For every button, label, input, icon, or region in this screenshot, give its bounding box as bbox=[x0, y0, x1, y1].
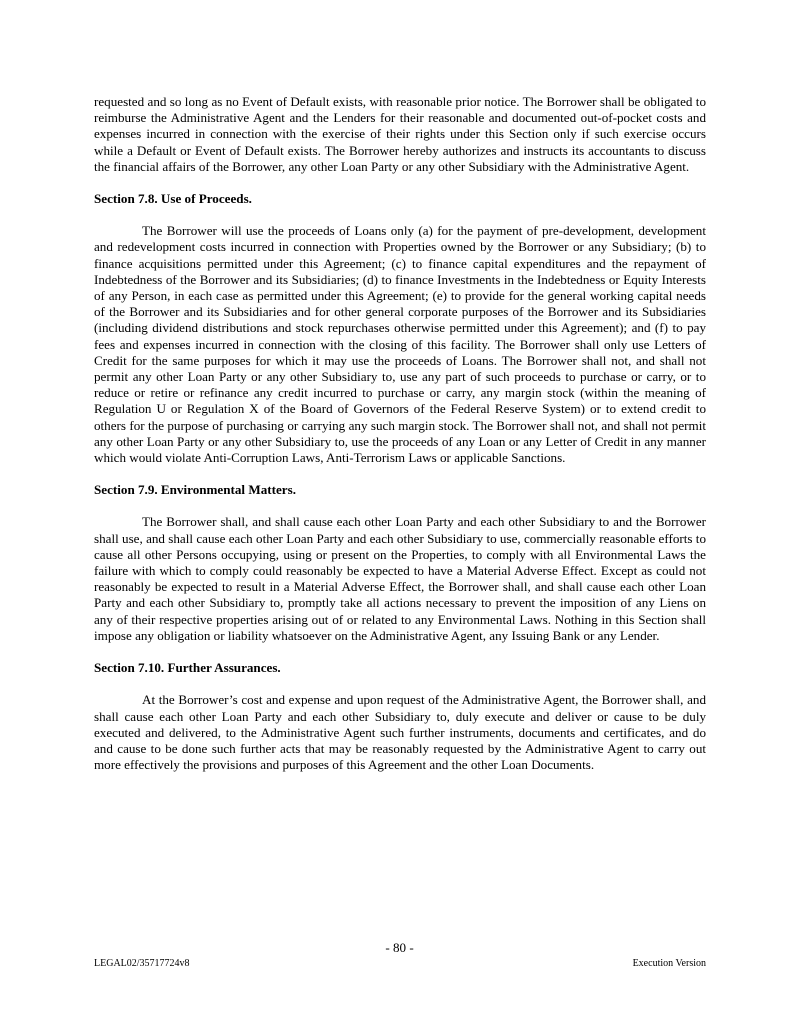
section-heading-7-10: Section 7.10. Further Assurances. bbox=[94, 660, 281, 676]
section-heading-7-9: Section 7.9. Environmental Matters. bbox=[94, 482, 296, 498]
page-number: - 80 - bbox=[385, 940, 414, 955]
footer-version: Execution Version bbox=[632, 958, 706, 969]
footer-doc-id: LEGAL02/35717724v8 bbox=[94, 958, 190, 969]
document-body bbox=[94, 94, 706, 773]
section-body-7-8: The Borrower will use the proceeds of Loans only (a) for the payment of pre-development, development and redevelopment costs incurred in connection with Properties owned by the Borrower or any Subsidiary; (b) to finance acquisitions permitted under this Agreement; (c) to finance capital expenditures and the repayment of Indebtedness of the Borrower and its Subsidiaries; (d) to finance Investments in the Indebtedness or Equity Interests of any Person, in each case as permitted under this Agreement; (e) to provide for the general working capital needs of the Borrower and its Subsidiaries and for other general corporate purposes of the Borrower and its Subsidiaries (including dividend distributions and stock repurchases otherwise permitted under this Agreement); and (f) to pay fees and expenses incurred in connection with the closing of this facility. The Borrower shall only use Letters of Credit for the same purposes for which it may use the proceeds of Loans. The Borrower shall not, and shall not permit any other Loan Party or any other Subsidiary to, use any part of such proceeds to purchase or carry, or to reduce or retire or refinance any credit incurred to purchase or carry, any margin stock (within the meaning of Regulation U or Regulation X of the Board of Governors of the Federal Reserve System) or to extend credit to others for the purpose of purchasing or carrying any such margin stock. The Borrower shall not, and shall not permit any other Loan Party or any other Subsidiary to, use the proceeds of any Loan or any Letter of Credit in any manner which would violate Anti-Corruption Laws, Anti-Terrorism Laws or applicable Sanctions. bbox=[94, 223, 706, 466]
section-body-7-10: At the Borrower’s cost and expense and upon request of the Administrative Agent, the Borrower shall, and shall cause each other Loan Party and each other Subsidiary to, duly execute and deliver or cause to be duly executed and delivered, to the Administrative Agent such further instruments, documents and certificates, and do and cause to be done such further acts that may be reasonably requested by the Administrative Agent to carry out more effectively the provisions and purposes of this Agreement and the other Loan Documents. bbox=[94, 692, 706, 773]
section-heading-7-8: Section 7.8. Use of Proceeds. bbox=[94, 191, 252, 207]
intro-paragraph: requested and so long as no Event of Default exists, with reasonable prior notice. The Borrower shall be obligated to reimburse the Administrative Agent and the Lenders for their reasonable and documented out-of-pocket costs and expenses incurred in connection with the exercise of their rights under this Section only if such exercise occurs while a Default or Event of Default exists. The Borrower hereby authorizes and instructs its accountants to discuss the financial affairs of the Borrower, any other Loan Party or any other Subsidiary with the Administrative Agent. bbox=[94, 94, 706, 174]
section-body-7-9: The Borrower shall, and shall cause each other Loan Party and each other Subsidiary to and the Borrower shall use, and shall cause each other Loan Party and each other Subsidiary to use, commercially reasonable efforts to cause all other Persons occupying, using or present on the Properties, to comply with all Environmental Laws the failure with which to comply could reasonably be expected to have a Material Adverse Effect. Except as could not reasonably be expected to result in a Material Adverse Effect, the Borrower shall, and shall cause each other Loan Party and each other Subsidiary to, promptly take all actions necessary to prevent the imposition of any Liens on any of their respective properties arising out of or related to any Environmental Laws. Nothing in this Section shall impose any obligation or liability whatsoever on the Administrative Agent, any Issuing Bank or any Lender. bbox=[94, 514, 706, 643]
